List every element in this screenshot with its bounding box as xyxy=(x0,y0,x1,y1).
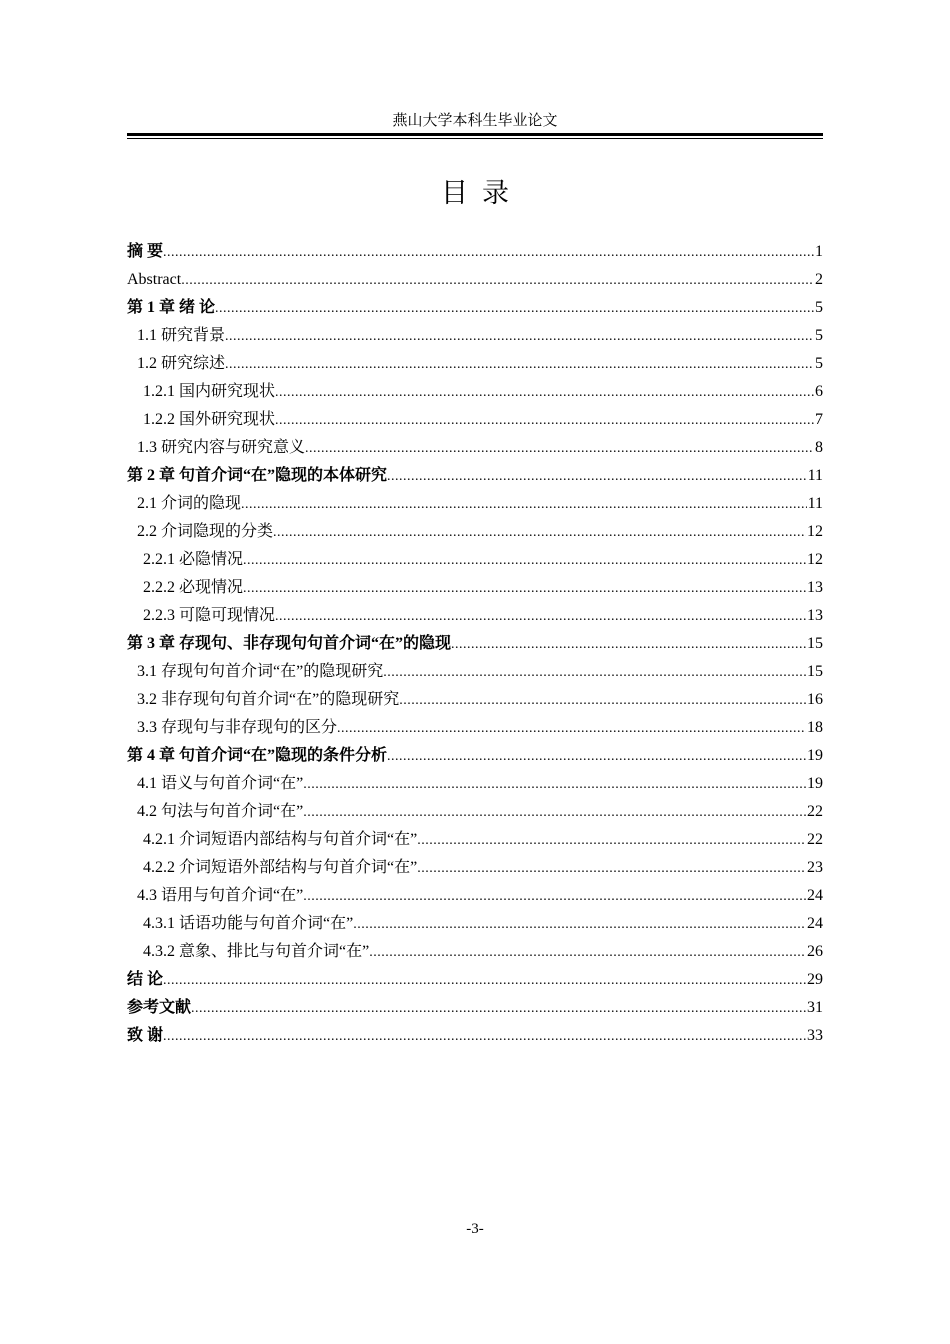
toc-dot-leader xyxy=(241,491,807,519)
toc-entry-page-number: 16 xyxy=(807,691,823,708)
toc-entry-label: 摘 要 xyxy=(127,243,164,260)
toc-entry-label: 4.2.1 介词短语内部结构与句首介词“在” xyxy=(143,831,418,848)
toc-entry-label: 第 3 章 存现句、非存现句句首介词“在”的隐现 xyxy=(127,635,452,652)
toc-dot-leader xyxy=(273,519,806,547)
toc-entry[interactable] xyxy=(127,686,823,714)
toc-entry[interactable] xyxy=(127,938,823,966)
toc-entry[interactable] xyxy=(127,994,823,1022)
toc-entry[interactable] xyxy=(127,574,823,602)
toc-entry-page-number: 15 xyxy=(807,663,823,680)
toc-entry-page-number: 19 xyxy=(807,775,823,792)
toc-entry-label: 2.2.1 必隐情况 xyxy=(143,551,244,568)
toc-dot-leader xyxy=(451,631,806,659)
toc-dot-leader xyxy=(181,267,814,295)
toc-entry-page-number: 6 xyxy=(815,383,823,400)
toc-entry-page-number: 1 xyxy=(815,243,823,260)
toc-dot-leader xyxy=(191,995,806,1023)
toc-entry[interactable] xyxy=(127,658,823,686)
toc-entry-label: 3.2 非存现句句首介词“在”的隐现研究 xyxy=(137,691,400,708)
header-rule-thick xyxy=(127,133,823,136)
toc-dot-leader xyxy=(163,967,806,995)
running-header: 燕山大学本科生毕业论文 xyxy=(392,113,558,129)
toc-entry-page-number: 26 xyxy=(807,943,823,960)
toc-entry-page-number: 13 xyxy=(807,579,823,596)
toc-entry-page-number: 18 xyxy=(807,719,823,736)
toc-entry[interactable] xyxy=(127,742,823,770)
toc-entry-label: 1.2.2 国外研究现状 xyxy=(143,411,276,428)
toc-entry-page-number: 15 xyxy=(807,635,823,652)
toc-entry[interactable] xyxy=(127,378,823,406)
toc-entry-label: 4.2.2 介词短语外部结构与句首介词“在” xyxy=(143,859,418,876)
toc-entry-page-number: 5 xyxy=(815,299,823,316)
toc-entry[interactable] xyxy=(127,462,823,490)
toc-dot-leader xyxy=(243,547,806,575)
toc-dot-leader xyxy=(387,463,807,491)
toc-entry[interactable] xyxy=(127,882,823,910)
toc-entry[interactable] xyxy=(127,406,823,434)
toc-entry-label: 第 4 章 句首介词“在”隐现的条件分析 xyxy=(127,747,388,764)
toc-dot-leader xyxy=(369,939,806,967)
toc-entry-label: 2.1 介词的隐现 xyxy=(137,495,242,512)
toc-entry-page-number: 5 xyxy=(815,355,823,372)
toc-dot-leader xyxy=(275,379,814,407)
toc-entry[interactable] xyxy=(127,322,823,350)
toc-dot-leader xyxy=(305,435,814,463)
toc-entry-page-number: 24 xyxy=(807,887,823,904)
toc-entry[interactable] xyxy=(127,434,823,462)
toc-entry-label: 1.2 研究综述 xyxy=(137,355,226,372)
toc-title: 目录 xyxy=(441,178,523,209)
toc-entry-label: Abstract xyxy=(127,271,182,288)
toc-dot-leader xyxy=(337,715,806,743)
toc-dot-leader xyxy=(163,239,814,267)
toc-dot-leader xyxy=(303,771,806,799)
toc-dot-leader xyxy=(243,575,806,603)
toc-dot-leader xyxy=(215,295,814,323)
table-of-contents xyxy=(127,238,823,1050)
toc-entry-page-number: 7 xyxy=(815,411,823,428)
toc-entry[interactable] xyxy=(127,770,823,798)
toc-entry-label: 1.1 研究背景 xyxy=(137,327,226,344)
toc-dot-leader xyxy=(353,911,806,939)
toc-entry[interactable] xyxy=(127,490,823,518)
toc-dot-leader xyxy=(399,687,806,715)
toc-dot-leader xyxy=(225,351,814,379)
toc-entry-page-number: 11 xyxy=(807,495,823,512)
toc-entry[interactable] xyxy=(127,294,823,322)
toc-entry[interactable] xyxy=(127,854,823,882)
toc-entry[interactable] xyxy=(127,602,823,630)
toc-dot-leader xyxy=(303,883,806,911)
toc-entry[interactable] xyxy=(127,798,823,826)
toc-entry-label: 3.3 存现句与非存现句的区分 xyxy=(137,719,338,736)
toc-entry-page-number: 22 xyxy=(807,831,823,848)
toc-dot-leader xyxy=(383,659,806,687)
toc-entry-page-number: 19 xyxy=(807,747,823,764)
toc-entry[interactable] xyxy=(127,826,823,854)
toc-dot-leader xyxy=(417,855,806,883)
toc-entry[interactable] xyxy=(127,1022,823,1050)
toc-entry-page-number: 22 xyxy=(807,803,823,820)
toc-entry[interactable] xyxy=(127,518,823,546)
toc-entry-label: 4.3.1 话语功能与句首介词“在” xyxy=(143,915,354,932)
toc-entry-page-number: 2 xyxy=(815,271,823,288)
toc-entry-label: 4.3.2 意象、排比与句首介词“在” xyxy=(143,943,370,960)
toc-dot-leader xyxy=(275,603,806,631)
toc-entry-label: 4.2 句法与句首介词“在” xyxy=(137,803,304,820)
toc-entry-label: 第 2 章 句首介词“在”隐现的本体研究 xyxy=(127,467,388,484)
toc-dot-leader xyxy=(275,407,814,435)
toc-entry-page-number: 5 xyxy=(815,327,823,344)
toc-entry-label: 4.3 语用与句首介词“在” xyxy=(137,887,304,904)
toc-entry-label: 3.1 存现句句首介词“在”的隐现研究 xyxy=(137,663,384,680)
toc-entry[interactable] xyxy=(127,630,823,658)
toc-dot-leader xyxy=(303,799,806,827)
toc-entry-label: 1.2.1 国内研究现状 xyxy=(143,383,276,400)
page-number: -3- xyxy=(466,1221,484,1237)
toc-entry-page-number: 24 xyxy=(807,915,823,932)
toc-entry-label: 2.2.2 必现情况 xyxy=(143,579,244,596)
toc-entry-label: 1.3 研究内容与研究意义 xyxy=(137,439,306,456)
header-rule-thin xyxy=(127,138,823,139)
toc-entry-label: 2.2 介词隐现的分类 xyxy=(137,523,274,540)
toc-entry-page-number: 12 xyxy=(807,523,823,540)
toc-entry-label: 参考文献 xyxy=(127,999,192,1016)
toc-dot-leader xyxy=(387,743,806,771)
toc-dot-leader xyxy=(163,1023,806,1051)
toc-entry[interactable] xyxy=(127,266,823,294)
toc-entry-page-number: 12 xyxy=(807,551,823,568)
toc-entry-page-number: 13 xyxy=(807,607,823,624)
toc-dot-leader xyxy=(225,323,814,351)
toc-entry[interactable] xyxy=(127,350,823,378)
toc-entry-label: 2.2.3 可隐可现情况 xyxy=(143,607,276,624)
toc-entry-page-number: 31 xyxy=(807,999,823,1016)
toc-entry[interactable] xyxy=(127,966,823,994)
toc-entry[interactable] xyxy=(127,238,823,266)
toc-entry[interactable] xyxy=(127,910,823,938)
toc-entry[interactable] xyxy=(127,714,823,742)
toc-entry-page-number: 11 xyxy=(807,467,823,484)
toc-entry[interactable] xyxy=(127,546,823,574)
toc-dot-leader xyxy=(417,827,806,855)
toc-entry-label: 致 谢 xyxy=(127,1027,164,1044)
toc-entry-page-number: 8 xyxy=(815,439,823,456)
toc-entry-page-number: 23 xyxy=(807,859,823,876)
toc-entry-label: 4.1 语义与句首介词“在” xyxy=(137,775,304,792)
toc-entry-label: 第 1 章 绪 论 xyxy=(127,299,216,316)
toc-entry-page-number: 29 xyxy=(807,971,823,988)
toc-entry-label: 结 论 xyxy=(127,971,164,988)
toc-entry-page-number: 33 xyxy=(807,1027,823,1044)
